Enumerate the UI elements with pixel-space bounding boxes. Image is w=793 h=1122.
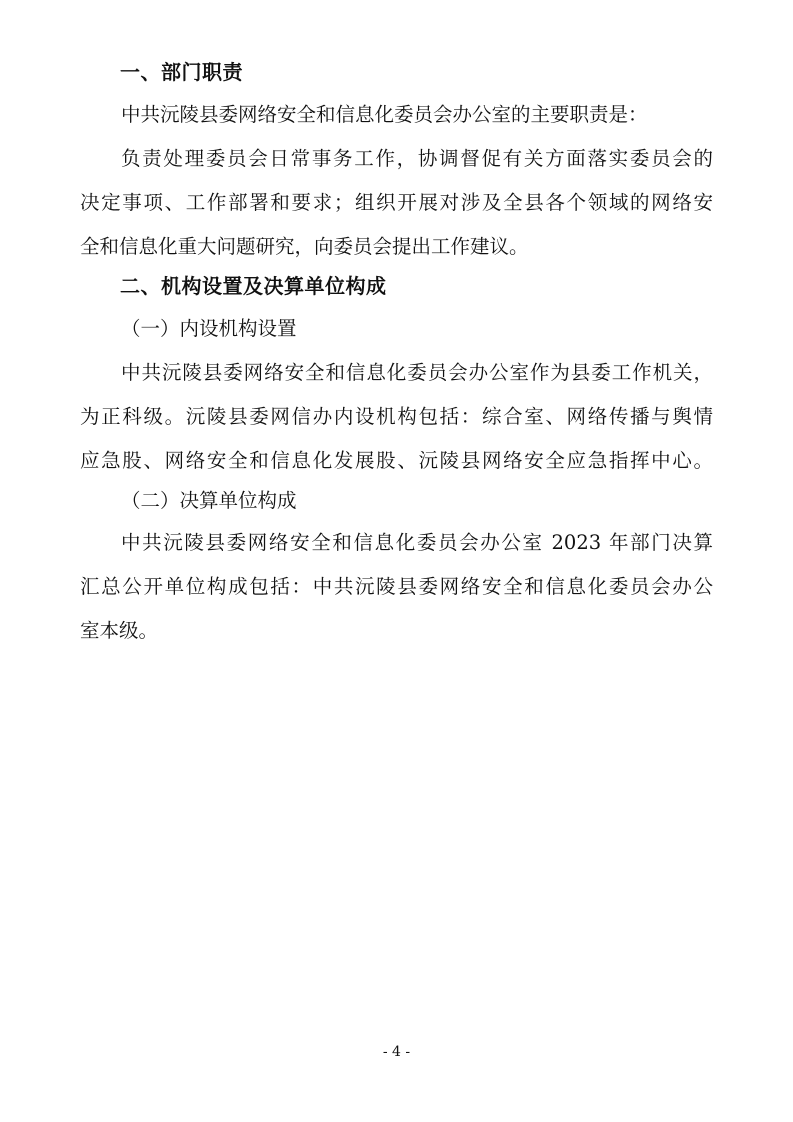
section-heading-duties: 一、部门职责 bbox=[120, 60, 243, 84]
paragraph-line: 为正科级。沅陵县委网信办内设机构包括：综合室、网络传播与舆情 bbox=[80, 405, 713, 428]
paragraph-line: 决定事项、工作部署和要求；组织开展对涉及全县各个领域的网络安 bbox=[80, 191, 713, 214]
paragraph-line: 汇总公开单位构成包括：中共沅陵县委网络安全和信息化委员会办公 bbox=[80, 575, 713, 598]
paragraph-line: 中共沅陵县委网络安全和信息化委员会办公室作为县委工作机关， bbox=[121, 361, 713, 384]
subsection-title-budget-units: （二）决算单位构成 bbox=[121, 489, 297, 512]
paragraph-line: 中共沅陵县委网络安全和信息化委员会办公室的主要职责是： bbox=[121, 103, 648, 126]
paragraph-line: 室本级。 bbox=[80, 619, 159, 642]
section-heading-organization: 二、机构设置及决算单位构成 bbox=[120, 274, 387, 298]
paragraph-line: 全和信息化重大问题研究，向委员会提出工作建议。 bbox=[80, 235, 529, 258]
page-number: - 4 - bbox=[382, 1044, 411, 1060]
paragraph-line: 应急股、网络安全和信息化发展股、沅陵县网络安全应急指挥中心。 bbox=[80, 449, 713, 472]
paragraph-line: 中共沅陵县委网络安全和信息化委员会办公室 2023 年部门决算 bbox=[121, 531, 713, 554]
paragraph-line: 负责处理委员会日常事务工作，协调督促有关方面落实委员会的 bbox=[121, 147, 713, 170]
subsection-title-internal-units: （一）内设机构设置 bbox=[121, 317, 297, 340]
